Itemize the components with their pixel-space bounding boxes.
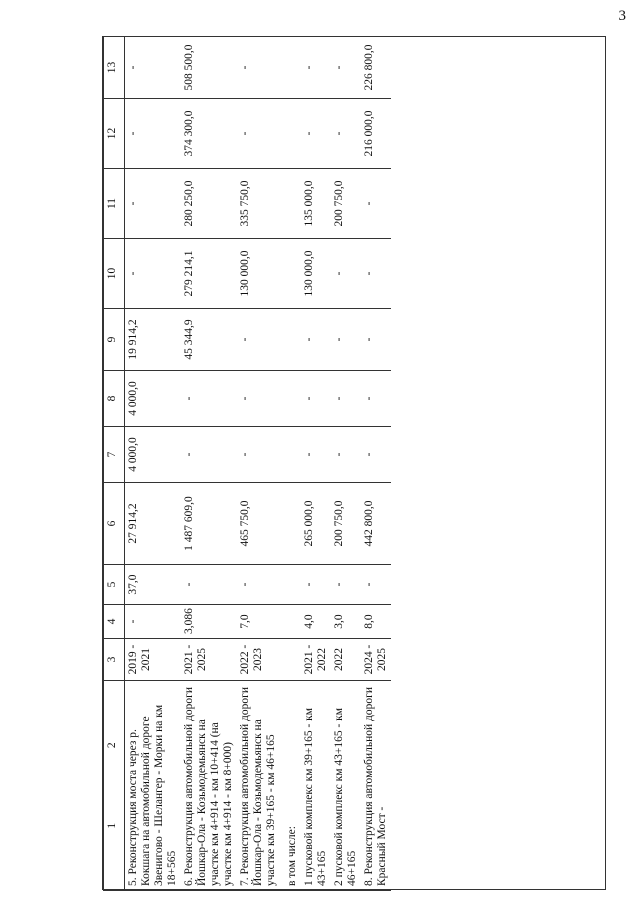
object-name-cell — [280, 681, 301, 891]
column-header: 6 — [104, 483, 125, 565]
value-cell-c6 — [280, 483, 301, 565]
value-cell-c6: 1 487 609,0 — [181, 483, 237, 565]
table-frame — [102, 36, 606, 890]
value-cell-c11: 280 250,0 — [181, 169, 237, 239]
value-cell-c7: - — [331, 427, 361, 483]
value-cell-c9 — [280, 309, 301, 371]
page-number: 3 — [618, 8, 626, 24]
column-header-1-2: 1 2 — [104, 681, 125, 891]
value-cell-c7 — [280, 427, 301, 483]
value-cell-years: 2021 - 2025 — [181, 639, 237, 681]
value-cell-c12: - — [331, 99, 361, 169]
value-cell-c5: - — [181, 565, 237, 605]
row-number: 1 — [303, 880, 315, 886]
value-cell-c11: 135 000,0 — [301, 169, 331, 239]
value-cell-c4: 3,0 — [331, 605, 361, 639]
value-cell-years: 2022 — [331, 639, 361, 681]
value-cell-c10: - — [361, 239, 391, 309]
object-name: пусковой комплекс км 39+165 - км 43+165 — [303, 707, 328, 886]
table-row — [181, 37, 237, 891]
value-cell-c6: 442 800,0 — [361, 483, 391, 565]
value-cell-years — [280, 639, 301, 681]
value-cell-c6: 465 750,0 — [237, 483, 280, 565]
object-name-cell — [361, 681, 391, 891]
value-cell-c7: - — [361, 427, 391, 483]
value-cell-c13: 226 800,0 — [361, 37, 391, 99]
value-cell-c9: 45 344,9 — [181, 309, 237, 371]
value-cell-c5: 37,0 — [125, 565, 182, 605]
value-cell-c13: - — [125, 37, 182, 99]
value-cell-years: 2021 - 2022 — [301, 639, 331, 681]
object-name-cell — [331, 681, 361, 891]
value-cell-c6: 27 914,2 — [125, 483, 182, 565]
value-cell-c6: 200 750,0 — [331, 483, 361, 565]
value-cell-c7: 4 000,0 — [125, 427, 182, 483]
value-cell-c5: - — [361, 565, 391, 605]
object-name: пусковой комплекс км 43+165 - км 46+165 — [333, 707, 358, 886]
table-row — [331, 37, 361, 891]
rotated-table — [103, 37, 607, 891]
value-cell-c4: - — [125, 605, 182, 639]
value-cell-c12: - — [125, 99, 182, 169]
value-cell-c10 — [280, 239, 301, 309]
table-row — [280, 37, 301, 891]
value-cell-c8 — [280, 371, 301, 427]
column-header: 11 — [104, 169, 125, 239]
value-cell-c5: - — [301, 565, 331, 605]
value-cell-c4: 4,0 — [301, 605, 331, 639]
column-header: 9 — [104, 309, 125, 371]
value-cell-c5: - — [331, 565, 361, 605]
value-cell-c5: - — [237, 565, 280, 605]
value-cell-c9: 19 914,2 — [125, 309, 182, 371]
object-name: Реконструкция автомобильной дороги Йошкар-Ола - Козьмодемьянск на участке км 39+165 - км 46+165 — [239, 686, 277, 886]
table-row — [301, 37, 331, 891]
column-header: 3 — [104, 639, 125, 681]
column-number-row — [104, 37, 125, 891]
value-cell-c12: 216 000,0 — [361, 99, 391, 169]
value-cell-c12: 374 300,0 — [181, 99, 237, 169]
row-number: 5. — [127, 877, 139, 886]
table-row — [237, 37, 280, 891]
value-cell-c13: - — [301, 37, 331, 99]
value-cell-c8: 4 000,0 — [125, 371, 182, 427]
value-cell-c10: - — [125, 239, 182, 309]
value-cell-years: 2022 - 2023 — [237, 639, 280, 681]
value-cell-c8: - — [181, 371, 237, 427]
value-cell-c10: 130 000,0 — [237, 239, 280, 309]
value-cell-c9: - — [331, 309, 361, 371]
value-cell-c13: - — [237, 37, 280, 99]
value-cell-c7: - — [237, 427, 280, 483]
value-cell-c10: - — [331, 239, 361, 309]
object-name-cell — [301, 681, 331, 891]
row-number: 7. — [239, 877, 251, 886]
value-cell-c9: - — [237, 309, 280, 371]
value-cell-c8: - — [301, 371, 331, 427]
value-cell-c4: 7,0 — [237, 605, 280, 639]
object-name: в том числе: — [286, 826, 298, 886]
value-cell-c6: 265 000,0 — [301, 483, 331, 565]
value-cell-c10: 130 000,0 — [301, 239, 331, 309]
column-header: 4 — [104, 605, 125, 639]
value-cell-c7: - — [301, 427, 331, 483]
column-header: 5 — [104, 565, 125, 605]
value-cell-years: 2019 - 2021 — [125, 639, 182, 681]
object-name-cell — [125, 681, 182, 891]
object-name-cell — [181, 681, 237, 891]
value-cell-c8: - — [361, 371, 391, 427]
value-cell-c12: - — [301, 99, 331, 169]
object-name: Реконструкция автомобильной дороги Красный Мост - — [363, 686, 388, 886]
column-header: 7 — [104, 427, 125, 483]
value-cell-c7: - — [181, 427, 237, 483]
object-name: Реконструкция автомобильной дороги Йошкар-Ола - Козьмодемьянск на участке км 4+914 - км 10+414 (на участке км 4+914 - км 8+000) — [183, 686, 234, 886]
data-table — [103, 36, 391, 891]
value-cell-c11: - — [361, 169, 391, 239]
value-cell-c4 — [280, 605, 301, 639]
value-cell-c11: - — [125, 169, 182, 239]
value-cell-c11: 335 750,0 — [237, 169, 280, 239]
table-row — [125, 37, 182, 891]
column-header: 10 — [104, 239, 125, 309]
row-number: 6. — [183, 877, 195, 886]
value-cell-c8: - — [237, 371, 280, 427]
value-cell-c10: 279 214,1 — [181, 239, 237, 309]
value-cell-c8: - — [331, 371, 361, 427]
value-cell-years: 2024 - 2025 — [361, 639, 391, 681]
column-header: 13 — [104, 37, 125, 99]
object-name: Реконструкция моста через р. Кокшага на автомобильной дороге Звенигово - Шелангер - Морки на км 18+565 — [127, 704, 178, 886]
column-header: 12 — [104, 99, 125, 169]
value-cell-c12: - — [237, 99, 280, 169]
row-number: 2 — [333, 880, 345, 886]
value-cell-c9: - — [301, 309, 331, 371]
value-cell-c13 — [280, 37, 301, 99]
object-name-cell — [237, 681, 280, 891]
value-cell-c11 — [280, 169, 301, 239]
value-cell-c9: - — [361, 309, 391, 371]
column-header: 8 — [104, 371, 125, 427]
value-cell-c13: - — [331, 37, 361, 99]
value-cell-c4: 3,086 — [181, 605, 237, 639]
row-number: 8. — [363, 877, 375, 886]
table-row — [361, 37, 391, 891]
value-cell-c11: 200 750,0 — [331, 169, 361, 239]
value-cell-c13: 508 500,0 — [181, 37, 237, 99]
value-cell-c5 — [280, 565, 301, 605]
value-cell-c12 — [280, 99, 301, 169]
value-cell-c4: 8,0 — [361, 605, 391, 639]
